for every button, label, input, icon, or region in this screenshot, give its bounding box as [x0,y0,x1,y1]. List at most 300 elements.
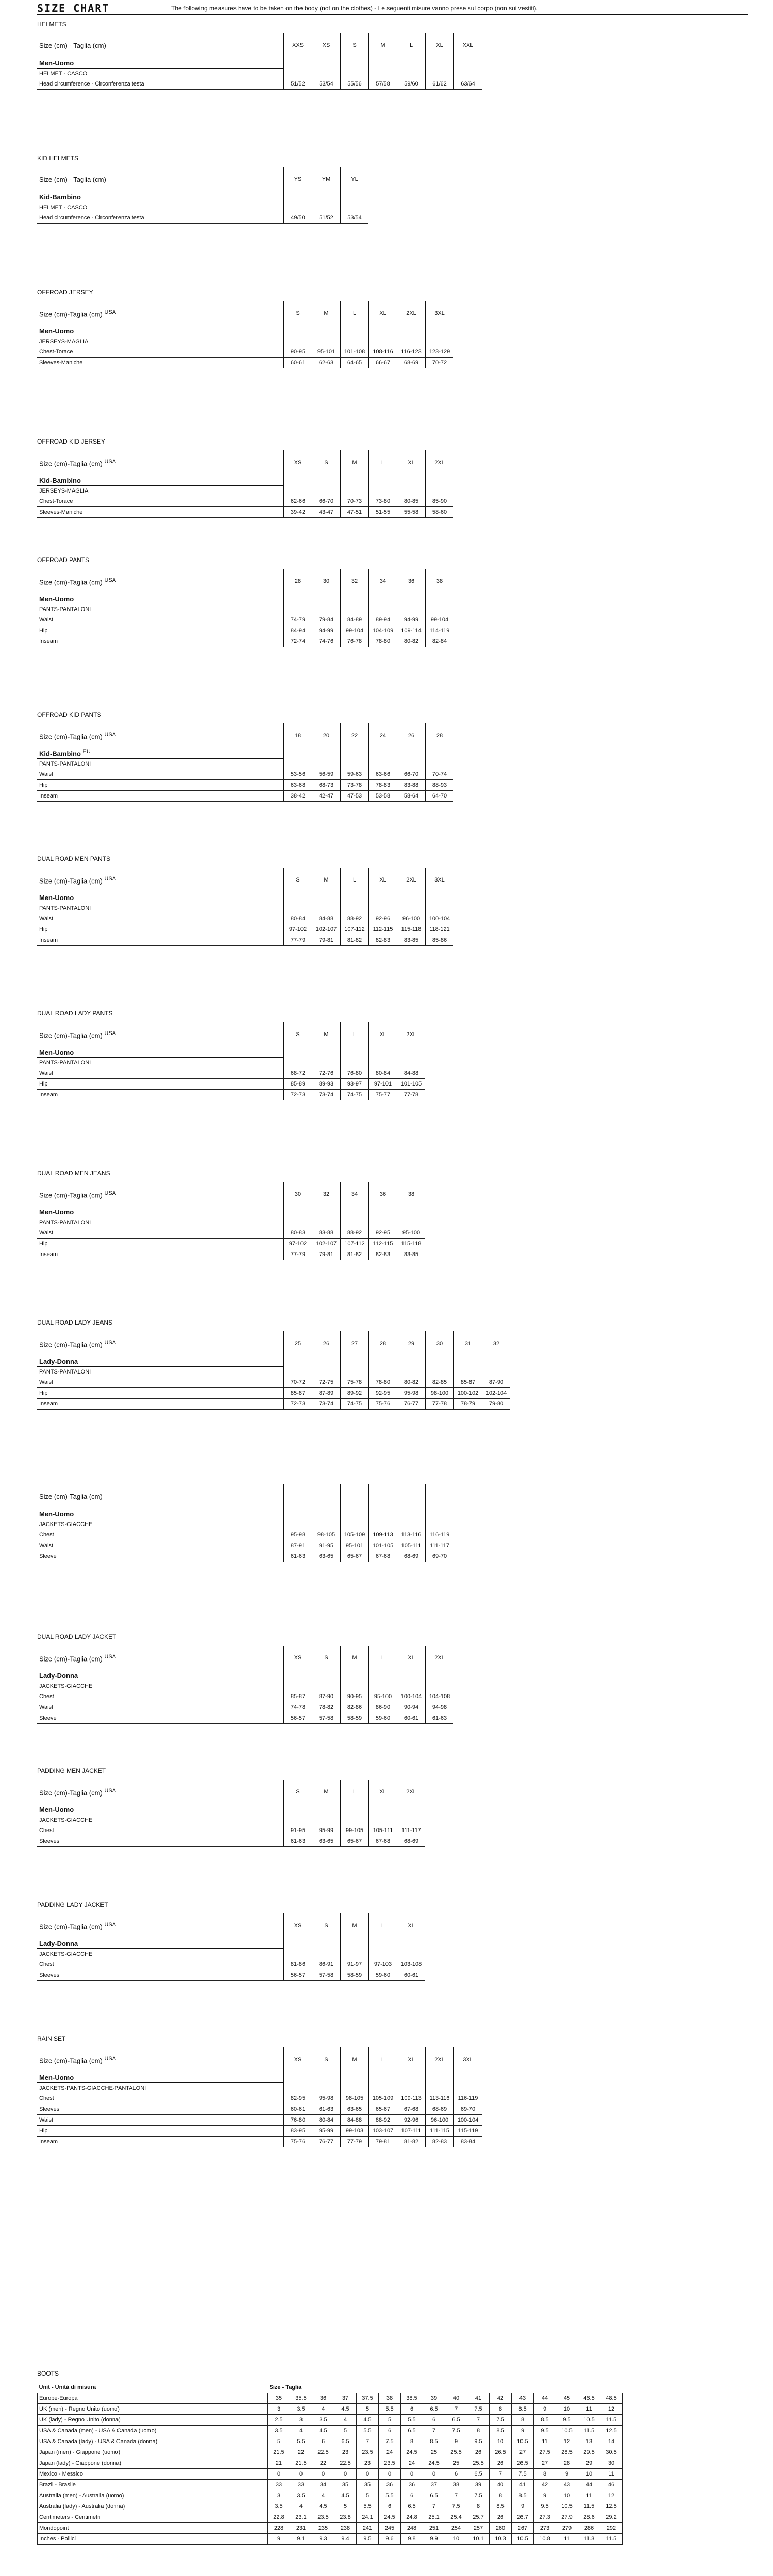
size-column-header: M [312,1022,341,1047]
measure-value: 92-96 [397,2115,426,2126]
section-title: KID HELMETS [37,155,79,162]
boots-section [37,2370,623,2545]
boot-size-value: 7.5 [445,2426,467,2436]
measure-value: 85-90 [426,496,454,507]
boot-size-value: 3 [268,2490,290,2501]
measure-value: 115-119 [454,2126,482,2137]
size-chart-section [37,1901,425,1981]
measure-label: Chest-Torace [37,496,284,507]
size-column-header: XL [369,868,397,892]
size-label-text: Size (cm)-Taglia (cm) [39,1191,103,1199]
size-label [37,723,284,748]
measure-value: 66-67 [369,358,397,368]
measure-value: 85-86 [426,935,454,946]
boot-size-value: 3 [290,2415,312,2426]
section-title: OFFROAD KID PANTS [37,711,102,718]
size-column-header: 36 [397,569,426,594]
measure-value: 112-115 [369,924,397,935]
boot-size-value: 11.5 [600,2415,623,2426]
measure-value: 90-95 [341,1691,369,1702]
measure-value: 95-101 [312,347,341,358]
size-column-header: S [312,450,341,475]
boot-size-value: 235 [312,2523,334,2534]
measure-value: 83-84 [454,2137,482,2147]
measure-label: Waist [37,2115,284,2126]
measure-value: 85-89 [284,1079,312,1090]
measure-label: Hip [37,924,284,935]
size-column-header: 3XL [426,868,454,892]
garment-group-label: PANTS-PANTALONI [39,1060,91,1066]
boot-size-value: 7 [467,2415,490,2426]
size-table [37,2047,482,2147]
table-row [37,347,453,358]
measure-value: 60-61 [397,1713,426,1724]
boot-size-value: 30 [600,2458,623,2469]
measure-value: 69-70 [426,1551,454,1562]
measure-label: Inseam [37,1090,284,1100]
measure-value: 95-100 [397,1228,426,1239]
boot-size-value: 3.5 [312,2415,334,2426]
measure-label: Hip [37,625,284,636]
boot-size-value: 25.4 [445,2512,467,2523]
boot-size-value: 8.5 [534,2415,556,2426]
measure-value: 107-111 [397,2126,426,2137]
boot-size-value: 5 [334,2426,357,2436]
measure-value: 104-108 [426,1691,454,1702]
boot-size-value: 45 [556,2393,578,2404]
boot-size-value: 0 [423,2469,445,2480]
boot-size-value: 7 [357,2436,379,2447]
usa-label: USA [104,731,116,738]
measure-value: 105-111 [369,1825,397,1836]
size-column-header: S [284,1022,312,1047]
size-column-header: 30 [426,1331,454,1356]
measure-label: Hip [37,780,284,791]
table-row [37,1068,425,1079]
boot-size-value: 23 [334,2447,357,2458]
table-row [38,2404,623,2415]
measure-value: 60-61 [397,1970,426,1981]
boot-size-value: 35 [334,2480,357,2490]
boot-size-value: 260 [490,2523,512,2534]
measure-value: 75-78 [341,1377,369,1388]
size-chart-section [37,1010,425,1100]
measure-value: 85-87 [284,1691,312,1702]
measure-value: 82-84 [426,636,454,647]
boot-size-value: 25 [423,2447,445,2458]
size-column-header: 26 [312,1331,341,1356]
table-row [37,913,453,924]
table-row [37,1691,453,1702]
measure-value: 77-78 [397,1090,426,1100]
usa-label: USA [104,1030,116,1037]
boot-size-value: 5.5 [379,2404,401,2415]
measure-value: 59/60 [397,79,426,90]
measure-value: 65-67 [341,1836,369,1847]
boot-size-value: 4.5 [334,2404,357,2415]
measure-value: 87-89 [312,1388,341,1399]
table-row [37,1090,425,1100]
boot-size-value: 9 [268,2534,290,2545]
boot-size-value: 8 [512,2415,534,2426]
size-label [37,167,284,192]
boot-size-value: 10.3 [490,2534,512,2545]
boot-size-value: 7.5 [467,2404,490,2415]
table-row [37,935,453,946]
measure-label: Sleeves [37,1970,284,1981]
measure-value: 78-80 [369,1377,397,1388]
garment-group-label: JERSEYS-MAGLIA [39,338,89,345]
boot-size-value: 24.1 [357,2512,379,2523]
size-table [37,1780,425,1847]
size-label-text: Size (cm)-Taglia (cm) [39,1655,103,1663]
boot-size-value: 3.5 [268,2426,290,2436]
size-table [37,301,453,368]
measure-value: 109-114 [397,625,426,636]
size-label [37,1022,284,1047]
boot-size-value: 5.5 [401,2415,423,2426]
measure-value: 90-94 [397,1702,426,1713]
unit-label: Europe-Europa [38,2393,268,2404]
measure-value: 72-75 [312,1377,341,1388]
measure-value: 80-82 [397,1377,426,1388]
measure-value: 88-92 [369,2115,397,2126]
size-column-header: XL [397,450,426,475]
garment-group-label: PANTS-PANTALONI [39,606,91,613]
size-column-header: L [341,868,369,892]
unit-label: Inches - Pollici [38,2534,268,2545]
table-row [37,780,453,791]
measure-value: 84-88 [312,913,341,924]
size-column-header: S [312,2047,341,2072]
size-column-header: L [369,450,397,475]
measure-value: 100-102 [454,1388,482,1399]
size-table [37,569,453,647]
boot-size-value: 4 [334,2415,357,2426]
boot-size-value: 10.5 [512,2436,534,2447]
size-table [37,1484,453,1562]
boot-size-value: 0 [334,2469,357,2480]
table-row [37,2104,482,2115]
size-column-header: XS [284,1646,312,1670]
measure-value: 81-82 [341,935,369,946]
size-table [37,1182,425,1260]
size-column-header: L [369,1646,397,1670]
measure-label: Sleeves [37,1836,284,1847]
measure-label: Chest [37,2093,284,2104]
boot-size-value: 23.5 [357,2447,379,2458]
measure-value: 53/54 [341,213,369,224]
measure-value: 85-87 [454,1377,482,1388]
boot-size-value: 9 [534,2404,556,2415]
unit-label: Australia (men) - Australia (uomo) [38,2490,268,2501]
measure-value: 78-80 [369,636,397,647]
measure-label: Head circumference - Circonferenza testa [37,79,284,90]
measure-value: 98-100 [426,1388,454,1399]
size-chart-section [37,711,453,802]
boot-size-value: 4.5 [334,2490,357,2501]
measure-value: 82-83 [426,2137,454,2147]
boot-size-value: 0 [290,2469,312,2480]
measure-value: 43-47 [312,507,341,518]
measure-value: 68-69 [397,1836,426,1847]
table-row [37,769,453,780]
boot-size-value: 6 [423,2415,445,2426]
measure-label: Chest [37,1530,284,1540]
gender-label: Lady-Donna [37,1356,284,1367]
boot-size-value: 286 [578,2523,600,2534]
table-row [37,1079,425,1090]
measure-value: 77-78 [426,1399,454,1410]
measure-value: 94-98 [426,1702,454,1713]
boot-size-value: 251 [423,2523,445,2534]
boot-size-value: 4.5 [312,2501,334,2512]
boot-size-value: 7 [490,2469,512,2480]
measure-value: 97-102 [284,1239,312,1249]
boot-size-value: 42 [490,2393,512,2404]
size-column-header: 2XL [397,1022,426,1047]
measure-value: 105-109 [369,2093,397,2104]
size-column-header [284,1484,312,1509]
measure-label: Inseam [37,2137,284,2147]
size-table [37,1646,453,1724]
boot-size-value: 23.5 [312,2512,334,2523]
size-column-header: XL [426,33,454,58]
boot-size-value: 28.6 [578,2512,600,2523]
measure-value: 72-76 [312,1068,341,1079]
boot-size-value: 14 [600,2436,623,2447]
table-row [37,1249,425,1260]
boot-size-value: 10.5 [556,2426,578,2436]
boot-size-value: 6 [401,2490,423,2501]
boot-size-value: 11.5 [578,2426,600,2436]
boot-size-value: 6.5 [445,2415,467,2426]
measure-value: 56-59 [312,769,341,780]
measure-value: 84-88 [341,2115,369,2126]
boot-size-value: 35 [268,2393,290,2404]
size-chart-section [37,1633,453,1724]
boot-size-value: 30.5 [600,2447,623,2458]
boot-size-value: 27 [534,2458,556,2469]
measure-value: 99-104 [341,625,369,636]
measure-value: 76-77 [312,2137,341,2147]
size-column-header: YM [312,167,341,192]
measure-value: 105-109 [341,1530,369,1540]
size-table [37,868,453,946]
measure-value: 64-70 [426,791,454,802]
size-column-header: XS [284,450,312,475]
size-column-header: 3XL [454,2047,482,2072]
measure-label: Waist [37,615,284,625]
size-column-header: 26 [397,723,426,748]
eu-label: EU [82,749,91,755]
measure-value: 60-61 [284,358,312,368]
measure-value: 67-68 [369,1551,397,1562]
measure-value: 61-63 [426,1713,454,1724]
boot-size-value: 7 [423,2426,445,2436]
size-column-header: XXS [284,33,312,58]
measure-value: 116-119 [454,2093,482,2104]
measure-value: 99-103 [341,2126,369,2137]
boot-size-value: 257 [467,2523,490,2534]
measure-value: 47-51 [341,507,369,518]
boot-size-value: 9 [445,2436,467,2447]
boot-size-value: 24.8 [401,2512,423,2523]
measure-value: 68-69 [397,358,426,368]
size-label [37,1484,284,1509]
boot-size-value: 25.7 [467,2512,490,2523]
boot-size-value: 5.5 [357,2426,379,2436]
size-label-text: Size (cm)-Taglia (cm) [39,1031,103,1040]
boot-size-value: 13 [578,2436,600,2447]
measure-value: 84-94 [284,625,312,636]
boot-size-value: 22.5 [334,2458,357,2469]
boot-size-value: 4.5 [357,2415,379,2426]
table-row [37,1959,425,1970]
size-label-text: Size (cm)-Taglia (cm) [39,578,103,586]
measure-value: 91-95 [312,1540,341,1551]
measure-value: 92-96 [369,913,397,924]
measure-value: 76-78 [341,636,369,647]
boot-size-value: 10.5 [512,2534,534,2545]
boot-size-value: 5.5 [379,2490,401,2501]
measure-value: 100-104 [426,913,454,924]
unit-label: UK (lady) - Regno Unito (donna) [38,2415,268,2426]
measure-value: 99-105 [341,1825,369,1836]
size-column-header: XL [397,2047,426,2072]
measure-value: 62-66 [284,496,312,507]
measure-value: 81-82 [397,2137,426,2147]
boot-size-value: 25.1 [423,2512,445,2523]
boot-size-value: 7.5 [490,2415,512,2426]
gender-label: Men-Uomo [37,1509,284,1519]
boot-size-value: 12.5 [600,2501,623,2512]
gender-label: Lady-Donna [37,1670,284,1681]
boot-size-value: 10 [556,2490,578,2501]
size-label [37,2047,284,2072]
measure-label: Head circumference - Circonferenza testa [37,213,284,224]
measure-value: 76-77 [397,1399,426,1410]
garment-group-label: JACKETS-GIACCHE [39,1521,93,1528]
measure-value: 55-58 [397,507,426,518]
measure-value: 97-102 [284,924,312,935]
size-chart-section [37,155,368,224]
boot-size-value: 37.5 [357,2393,379,2404]
boot-size-value: 9.5 [556,2415,578,2426]
boot-size-value: 7 [423,2501,445,2512]
measure-value: 73-74 [312,1399,341,1410]
measure-value: 70-73 [341,496,369,507]
measure-value: 87-91 [284,1540,312,1551]
usa-label: USA [104,875,116,882]
boot-size-value: 0 [401,2469,423,2480]
boot-size-value: 279 [556,2523,578,2534]
measure-value: 67-68 [397,2104,426,2115]
measure-value: 58-59 [341,1970,369,1981]
boot-size-value: 44 [534,2393,556,2404]
measure-value: 107-112 [341,1239,369,1249]
table-row [38,2490,623,2501]
size-column-header: S [341,33,369,58]
measure-value: 73-74 [312,1090,341,1100]
boot-size-value: 0 [357,2469,379,2480]
boot-size-value: 11.5 [578,2501,600,2512]
table-row [38,2501,623,2512]
boot-size-value: 9.5 [357,2534,379,2545]
measure-value: 74-76 [312,636,341,647]
size-column-header: 29 [397,1331,426,1356]
measure-value: 70-72 [426,358,454,368]
boot-size-value: 25.5 [467,2458,490,2469]
measure-value: 42-47 [312,791,341,802]
measure-value: 88-92 [341,913,369,924]
size-label [37,1331,284,1356]
garment-group-label: JACKETS-GIACCHE [39,1817,93,1823]
measure-value: 80-85 [397,496,426,507]
table-row [37,1530,453,1540]
table-row [37,213,368,224]
boot-size-value: 5 [357,2404,379,2415]
boot-size-value: 8 [467,2501,490,2512]
measure-value: 70-72 [284,1377,312,1388]
boot-size-value: 9.6 [379,2534,401,2545]
garment-group-label: PANTS-PANTALONI [39,1219,91,1226]
size-column-header: 18 [284,723,312,748]
size-column-header: YL [341,167,369,192]
size-table [37,1022,425,1100]
table-row [37,358,453,368]
size-label [37,868,284,892]
table-row [37,2126,482,2137]
measure-value: 85-87 [284,1388,312,1399]
measure-value: 109-113 [369,1530,397,1540]
section-title: DUAL ROAD LADY PANTS [37,1010,113,1017]
measure-label: Inseam [37,935,284,946]
measure-value: 78-79 [454,1399,482,1410]
size-label-text: Size (cm)-Taglia (cm) [39,310,103,318]
boot-size-value: 248 [401,2523,423,2534]
measure-value: 107-112 [341,924,369,935]
size-header: Size - Taglia [268,2382,623,2393]
size-chart-section [37,1170,425,1260]
size-chart-section [37,2035,482,2147]
boot-size-value: 44 [578,2480,600,2490]
measure-value: 104-109 [369,625,397,636]
boot-size-value: 46 [600,2480,623,2490]
boot-size-value: 6 [445,2469,467,2480]
table-row [37,791,453,802]
measure-label: Waist [37,1228,284,1239]
measure-value: 112-115 [369,1239,397,1249]
size-column-header: M [341,1913,369,1938]
size-label [37,1182,284,1207]
size-label-text: Size (cm)-Taglia (cm) [39,2057,103,2065]
unit-header: Unit - Unità di misura [38,2382,268,2393]
size-column-header: 22 [341,723,369,748]
measure-value: 62-63 [312,358,341,368]
table-row [37,1377,510,1388]
boot-size-value: 21 [268,2458,290,2469]
size-label [37,301,284,326]
table-row [37,1239,425,1249]
boot-size-value: 9.5 [467,2436,490,2447]
size-column-header: 2XL [397,301,426,326]
section-title: PADDING MEN JACKET [37,1767,106,1774]
section-title: BOOTS [37,2370,59,2377]
boot-size-value: 24.5 [379,2512,401,2523]
boot-size-value: 6 [379,2501,401,2512]
size-table [37,723,453,802]
